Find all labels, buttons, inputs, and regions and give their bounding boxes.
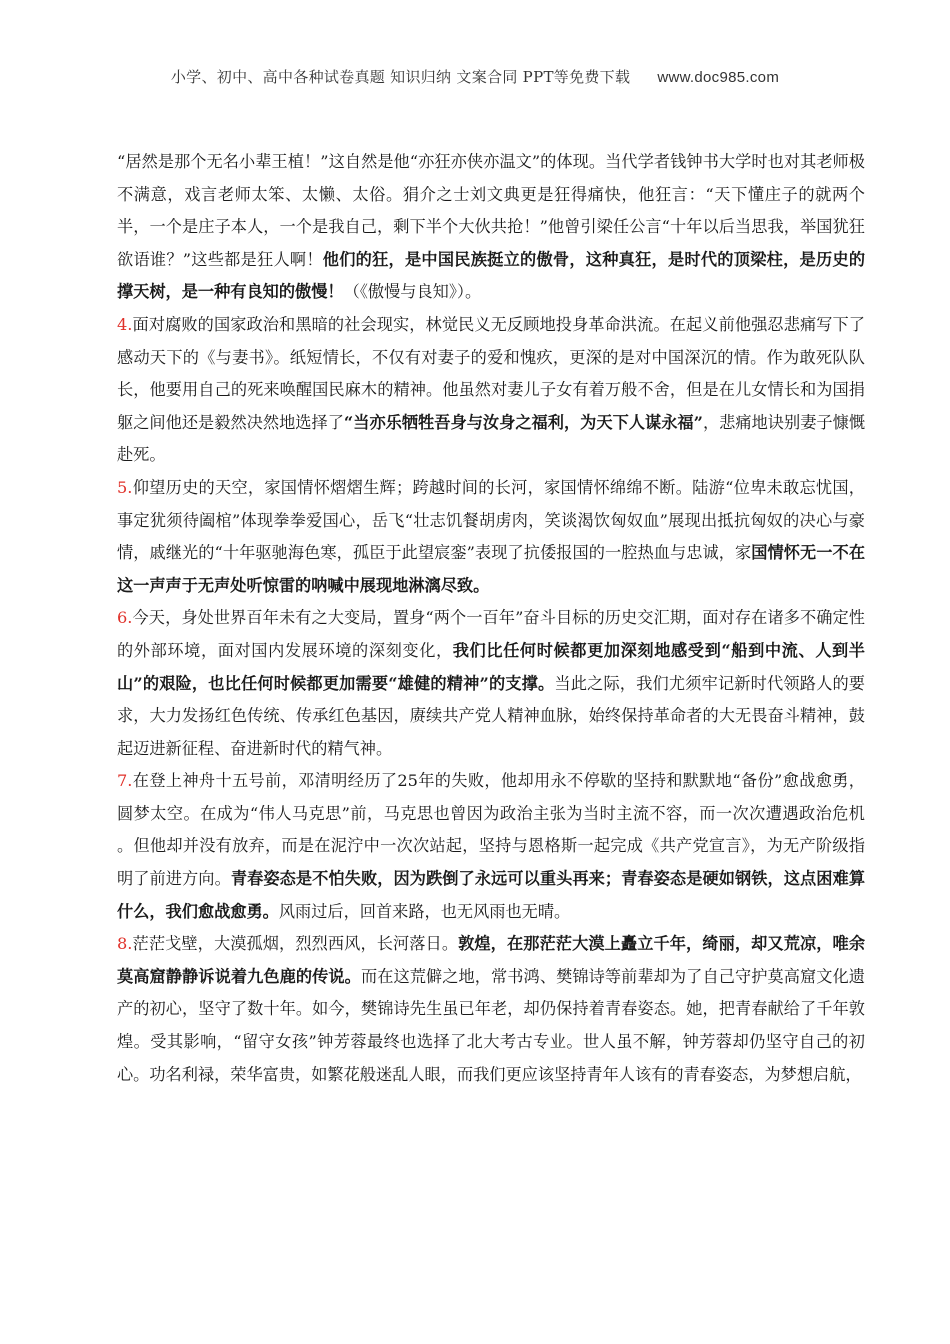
paragraph-8: 8.茫茫戈壁，大漠孤烟，烈烈西风，长河落日。敦煌，在那茫茫大漠上矗立千年，绮丽，却又荒凉，唯余莫高窟静静诉说着九色鹿的传说。而在这荒僻之地，常书鸿、樊锦诗等前辈却为了自己守护莫高窟文化遗产的初心，坚守了数十年。如今，樊锦诗先生虽已年老，却仍保持着青春姿态。她，把青春献给了千年敦煌。受其影响，“留守女孩”钟芳蓉最终也选择了北大考古专业。世人虽不解，钟芳蓉却仍坚守自己的初心。功名利禄，荣华富贵，如繁花般迷乱人眼，而我们更应该坚持青年人该有的青春姿态，为梦想启航， — [117, 934, 866, 1084]
header-title: 小学、初中、高中各种试卷真题 知识归纳 文案合同 PPT等免费下载 — [170, 68, 631, 86]
paragraph-number: 5. — [117, 477, 133, 497]
paragraph-number: 4. — [117, 314, 133, 334]
paragraph-number: 8. — [117, 934, 133, 954]
paragraph-number: 6. — [117, 608, 133, 628]
paragraph-5: 5.仰望历史的天空，家国情怀熠熠生辉；跨越时间的长河，家国情怀绵绵不断。陆游“位卑未敢忘忧国，事定犹须待阖棺”体现拳拳爱国心，岳飞“壮志饥餐胡虏肉，笑谈渴饮匈奴血”展现出抵抗匈奴的决心与豪情，戚继光的“十年驱驰海色寒，孤臣于此望宸銮”表现了抗倭报国的一腔热血与忠诚，家国情怀无一不在这一声声于无声处听惊雷的呐喊中展现地淋漓尽致。 — [117, 477, 866, 595]
paragraph-6: 6.今天，身处世界百年未有之大变局，置身“两个一百年”奋斗目标的历史交汇期，面对存在诸多不确定性的外部环境，面对国内发展环境的深刻变化，我们比任何时候都更加深刻地感受到“船到中流、人到半山”的艰险，也比任何时候都更加需要“雄健的精神”的支撑。当此之际，我们尤须牢记新时代领路人的要求，大力发扬红色传统、传承红色基因，赓续共产党人精神血脉，始终保持革命者的大无畏奋斗精神，鼓起迈进新征程、奋进新时代的精气神。 — [117, 608, 865, 758]
paragraph-4: 4.面对腐败的国家政治和黑暗的社会现实，林觉民义无反顾地投身革命洪流。在起义前他强忍悲痛写下了感动天下的《与妻书》。纸短情长，不仅有对妻子的爱和愧疚，更深的是对中国深沉的情。作为敢死队队长，他要用自己的死来唤醒国民麻木的精神。他虽然对妻儿子女有着万般不舍，但是在儿女情长和为国捐躯之间他还是毅然决然地选择了“当亦乐牺牲吾身与汝身之福利，为天下人谋永福”，悲痛地诀别妻子慷慨赴死。 — [117, 314, 866, 465]
paragraph-7: 7.在登上神舟十五号前，邓清明经历了25年的失败，他却用永不停歇的坚持和默默地“备份”愈战愈勇，圆梦太空。在成为“伟人马克思”前，马克思也曾因为政治主张为当时主流不容，而一次次遭遇政治危机 。但他却并没有放弃，而是在泥泞中一次次站起，坚持与恩格斯一起完成《共产党宣言》，为无产阶级指明了前进方向。青春姿态是不怕失败，因为跌倒了永远可以重头再来；青春姿态是硬如钢铁，这点困难算什么，我们愈战愈勇。风雨过后，回首来路，也无风雨也无晴。 — [117, 771, 866, 921]
paragraph-number: 7. — [117, 771, 133, 791]
paragraph-3-continued: “居然是那个无名小辈王植！”这自然是他“亦狂亦侠亦温文”的体现。当代学者钱钟书大学时也对其老师极不满意，戏言老师太笨、太懒、太俗。狷介之士刘文典更是狂得痛快，他狂言：“天下懂庄子的就两个半，一个是庄子本人，一个是我自己，剩下半个大伙共抢！”他曾引梁任公言“十年以后当思我，举国犹狂欲语谁？”这些都是狂人啊！他们的狂，是中国民族挺立的傲骨，这种真狂，是时代的顶梁柱，是历史的撑天树，是一种有良知的傲慢！（《傲慢与良知》）。 — [117, 152, 866, 302]
document-body — [117, 146, 865, 1091]
page-header — [0, 66, 950, 87]
header-site-link[interactable]: www.doc985.com — [657, 69, 780, 86]
